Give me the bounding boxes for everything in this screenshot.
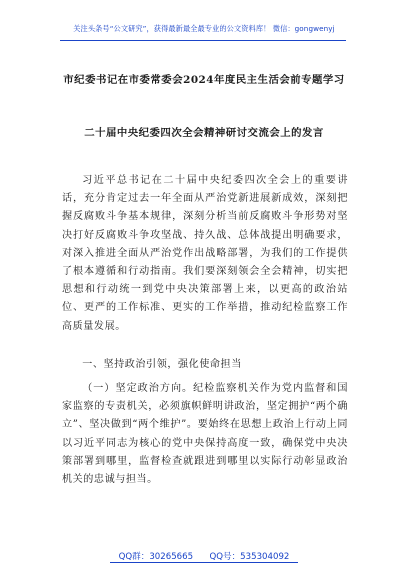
body-paragraph-2: （一）坚定政治方向。纪检监察机关作为党内监督和国家监察的专责机关，必须旗帜鲜明讲政治，坚定拥护“两个确立”、坚决做到“两个维护”。要始终在思想上政治上行动上同以习近平同志为核心的党中央保持高度一致，确保党中央决策部署到哪里，监督检查就跟进到哪里以实际行动彰显政治机关的忠诚与担当。 [62,383,348,486]
header-promo-text: 关注头条号“公文研究”，获得最新最全最专业的公文资料库！ 微信：gongwenyj [73,24,335,33]
footer-divider [110,562,298,563]
header-divider [60,40,346,41]
document-title-line1: 市纪委书记在市委常委会2024年度民主生活会前专题学习 [63,74,345,86]
footer-contact-text: QQ群：30265665 QQ号：535304092 [118,552,290,562]
document-title-line2: 二十届中央纪委四次全会精神研讨交流会上的发言 [84,127,324,139]
section-heading-1: 一、坚持政治引领，强化使命担当 [82,359,242,370]
body-paragraph-1: 习近平总书记在二十届中央纪委四次全会上的重要讲话，充分肯定过去一年全面从严治党新进展新成效，深刻把握反腐败斗争基本规律，深刻分析当前反腐败斗争形势对坚决打好反腐败斗争攻坚战、持久战、总体战提出明确要求，对深入推进全面从严治党作出战略部署，为我们的工作提供了根本遵循和行动指南。我们要深刻领会全会精神，切实把思想和行动统一到党中央决策部署上来，以更高的政治站位、更严的工作标准、更实的工作举措，推动纪检监察工作高质量发展。 [62,175,348,332]
page-header [0,0,408,52]
